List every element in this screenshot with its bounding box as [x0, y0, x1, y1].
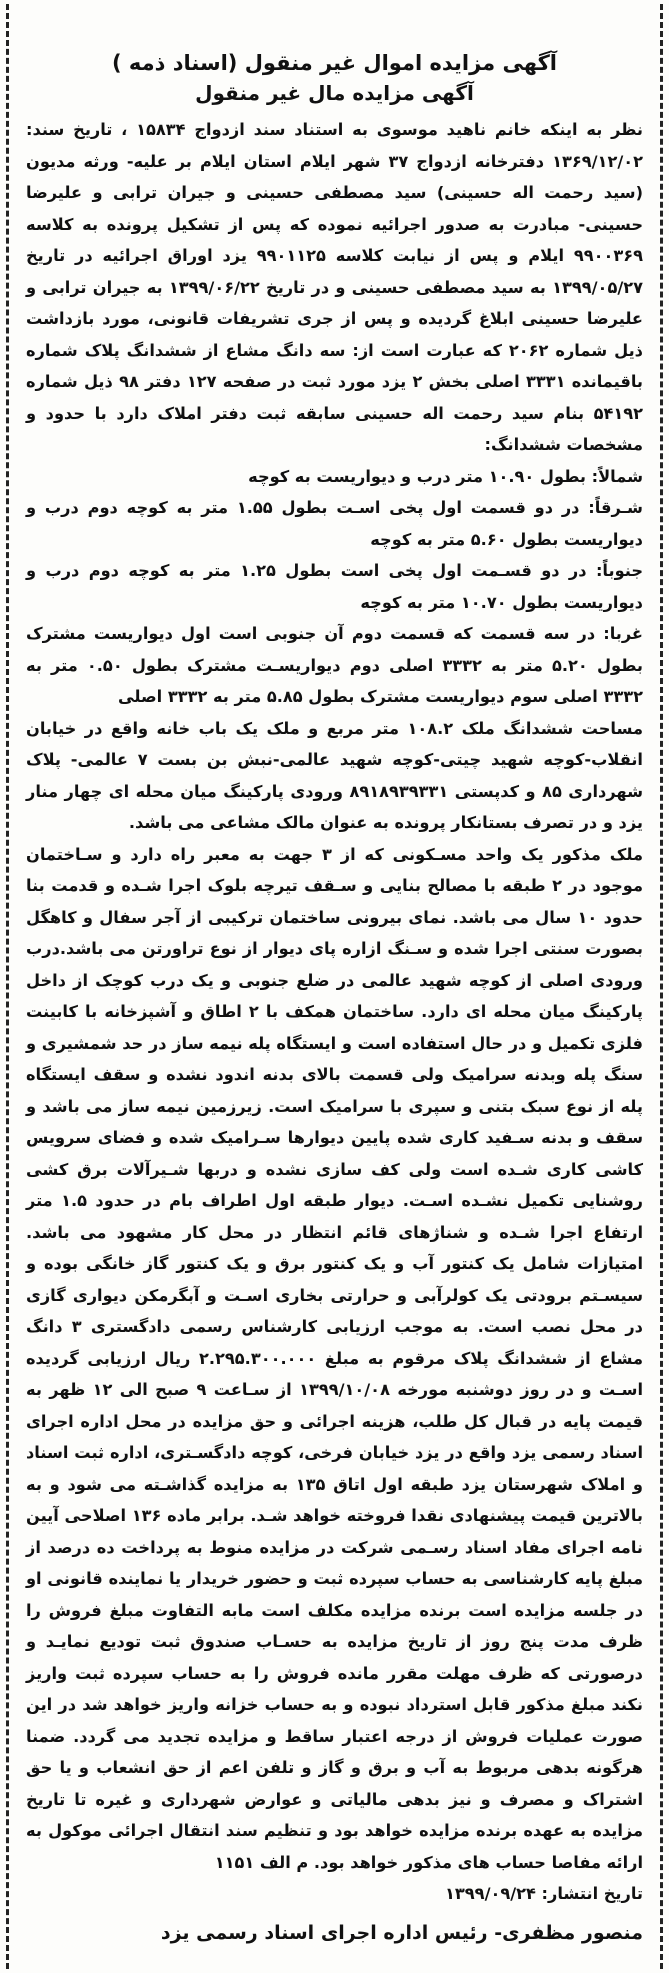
property-description-paragraph: ملک مذکور یک واحد مسـکونی که از ۳ جهت به معبر راه دارد و سـاختمان موجود در ۲ طبقه با مصالح بنایی و سـقف تیرچه بلوک اجرا شـده و قدمت بنا حدود ۱۰ سال می باشد. نمای بیرونی ساختمان ترکیبی از آجر سفال و کاهگل بصورت سنتی اجرا شده و سـنگ ازاره پای دیوار از نوع تراورتن می باشد.درب ورودی اصلی از کوچه شهید عالمی در ضلع جنوبی و یک درب کوچک از داخل پارکینگ میان محله ای دارد. ساختمان همکف با ۲ اطاق و آشپزخانه با کابینت فلزی تکمیل و در حال استفاده است و ایستگاه پله نیمه ساز در حد شمشیری و سنگ پله وبدنه سرامیک ولی قسمت بالای بدنه اندود نشده و سقف ایستگاه پله از نوع سبک بتنی و سپری با سرامیک است. زیرزمین نیمه ساز می باشد و سقف و بدنه سـفید کاری شده پایین دیوارها سـرامیک شده و فضای سرویس کاشی کاری شـده است ولی کف سازی نشده و دربها شـیرآلات برق کشی روشنایی تکمیل نشـده اسـت. دیوار طبقه اول اطراف بام در حدود ۱.۵ متر ارتفاع اجرا شـده و شناژهای قائم انتظار در محل کار مشهود می باشد. امتیازات شامل یک کنتور آب و یک کنتور برق و یک کنتور گاز خانگی بوده و سیسـتم برودتی یک کولرآبی و حرارتی بخاری اسـت و آبگرمکن دیواری گازی در محل نصب است. به موجب ارزیابی کارشناس رسمی دادگستری ۳ دانگ مشاع از ششدانگ پلاک مرقوم به مبلغ ۲.۲۹۵.۳۰۰.۰۰۰ ریال ارزیابی گردیده اسـت و در روز دوشنبه مورخه ۱۳۹۹/۱۰/۰۸ از سـاعت ۹ صبح الی ۱۲ ظهر به قیمت پایه در قبال کل طلب، هزینه اجرائی و حق مزایده در محل اداره اجرای اسناد رسمی یزد واقع در یزد خیابان فرخی، کوچه دادگسـتری، اداره ثبت اسناد و املاک شهرستان یزد طبقه اول اتاق ۱۳۵ به مزایده گذاشـته می شود و به بالاترین قیمت پیشنهادی نقدا فروخته خواهد شـد. برابر ماده ۱۳۶ اصلاحی آیین نامه اجرای مفاد اسناد رسـمی شرکت در مزایده منوط به پرداخت ده درصد از مبلغ پایه کارشناسی به حساب سپرده ثبت و حضور خریدار یا نماینده قانونی او در جلسه مزایده است برنده مزایده مکلف است مابه التفاوت مبلغ فروش را ظرف مدت پنج روز از تاریخ مزایده به حسـاب صندوق ثبت تودیع نمایـد و درصورتی که ظرف مهلت مقرر مانده فروش را به حساب سپرده ثبت واریز نکند مبلغ مذکور قابل استرداد نبوده و به حساب خزانه واریز خواهد شد در این صورت عملیات فروش از درجه اعتبار ساقط و مزایده تجدید می گردد. ضمنا هرگونه بدهی مربوط به آب و برق و گاز و تلفن اعم از حق انشعاب و یا حق اشتراک و مصرف و نیز بدهی مالیاتی و عوارض شهرداری و غیره تا تاریخ مزایده به عهده برنده مزایده خواهد بود و تنظیم سند انتقال اجرائی موکول به ارائه مفاصا حساب های مذکور خواهد بود. م الف ۱۱۵۱ [26, 844, 644, 1872]
intro-paragraph: نظر به اینکه خانم ناهید موسوی به استناد سند ازدواج ۱۵۸۳۴ ، تاریخ سند: ۱۳۶۹/۱۲/۰۲ دفترخانه ازدواج ۳۷ شهر ایلام استان ایلام بر علیه- ورثه مدیون (سید رحمت اله حسینی) سید مصطفی حسینی و جیران ترابی و علیرضا حسینی- مبادرت به صدور اجرائیه نموده که پس از تشکیل پرونده به کلاسه ۹۹۰۰۳۶۹ ایلام و پس از نیابت کلاسه ۹۹۰۱۱۲۵ یزد اوراق اجرائیه در تاریخ ۱۳۹۹/۰۵/۲۷ به سید مصطفی حسینی و در تاریخ ۱۳۹۹/۰۶/۲۲ به جیران ترابی و علیرضا حسینی ابلاغ گردیده و پس از جری تشریفات قانونی، مورد بازداشت ذیل شماره ۲۰۶۲ که عبارت است از: سه دانگ مشاع از ششدانگ پلاک شماره باقیمانده ۳۳۳۱ اصلی بخش ۲ یزد مورد ثبت در صفحه ۱۲۷ دفتر ۹۸ ذیل شماره ۵۴۱۹۲ بنام سید رحمت اله حسینی سابقه ثبت دفتر املاک دارد با حدود و مشخصات ششدانگ: [26, 120, 643, 454]
left-dashed-border [6, 4, 9, 1969]
right-dashed-border [660, 4, 663, 1969]
property-area-paragraph: مساحت ششدانگ ملک ۱۰۸.۲ متر مربع و ملک یک باب خانه واقع در خیابان انقلاب-کوچه شهید چیتی-کوچه شهید عالمی-نبش بن بست ۷ عالمی- پلاک شهرداری ۸۵ و کدپستی ۸۹۱۸۹۳۹۳۳۱ ورودی پارکینگ میان محله ای چهار منار یزد و در تصرف بستانکار پرونده به عنوان مالک مشاعی می باشد. [26, 718, 643, 832]
notice-subtitle: آگهی مزایده مال غیر منقول [195, 81, 474, 105]
boundary-east: شـرقاً: در دو قسمت اول پخی اسـت بطول ۱.۵۵ متر به کوچه دوم درب و دیواریست بطول ۵.۶۰ متر به کوچه [26, 498, 643, 549]
boundary-south: جنوباً: در دو قسـمت اول پخی است بطول ۱.۲۵ متر به کوچه دوم درب و دیواریست بطول ۱۰.۷۰ متر به کوچه [26, 561, 643, 612]
notice-title: آگهی مزایده اموال غیر منقول (اسناد ذمه ) [111, 51, 557, 75]
boundary-west: غربا: در سه قسمت که قسمت دوم آن جنوبی است اول دیواریست مشترک بطول ۵.۲۰ متر به ۳۳۳۲ اصلی دوم دیواریسـت مشترک بطول ۰.۵۰ متر به ۳۳۳۲ اصلی سوم دیواریست مشترک بطول ۵.۸۵ متر به ۳۳۳۲ اصلی [26, 624, 643, 706]
signature: منصور مظفری- رئیس اداره اجرای اسناد رسمی یزد [160, 1921, 643, 1944]
notice-content [26, 48, 643, 1957]
publish-date: تاریخ انتشار: ۱۳۹۹/۰۹/۲۴ [445, 1884, 643, 1903]
boundary-north: شمالاً: بطول ۱۰.۹۰ متر درب و دیواریست به کوچه [248, 466, 643, 486]
